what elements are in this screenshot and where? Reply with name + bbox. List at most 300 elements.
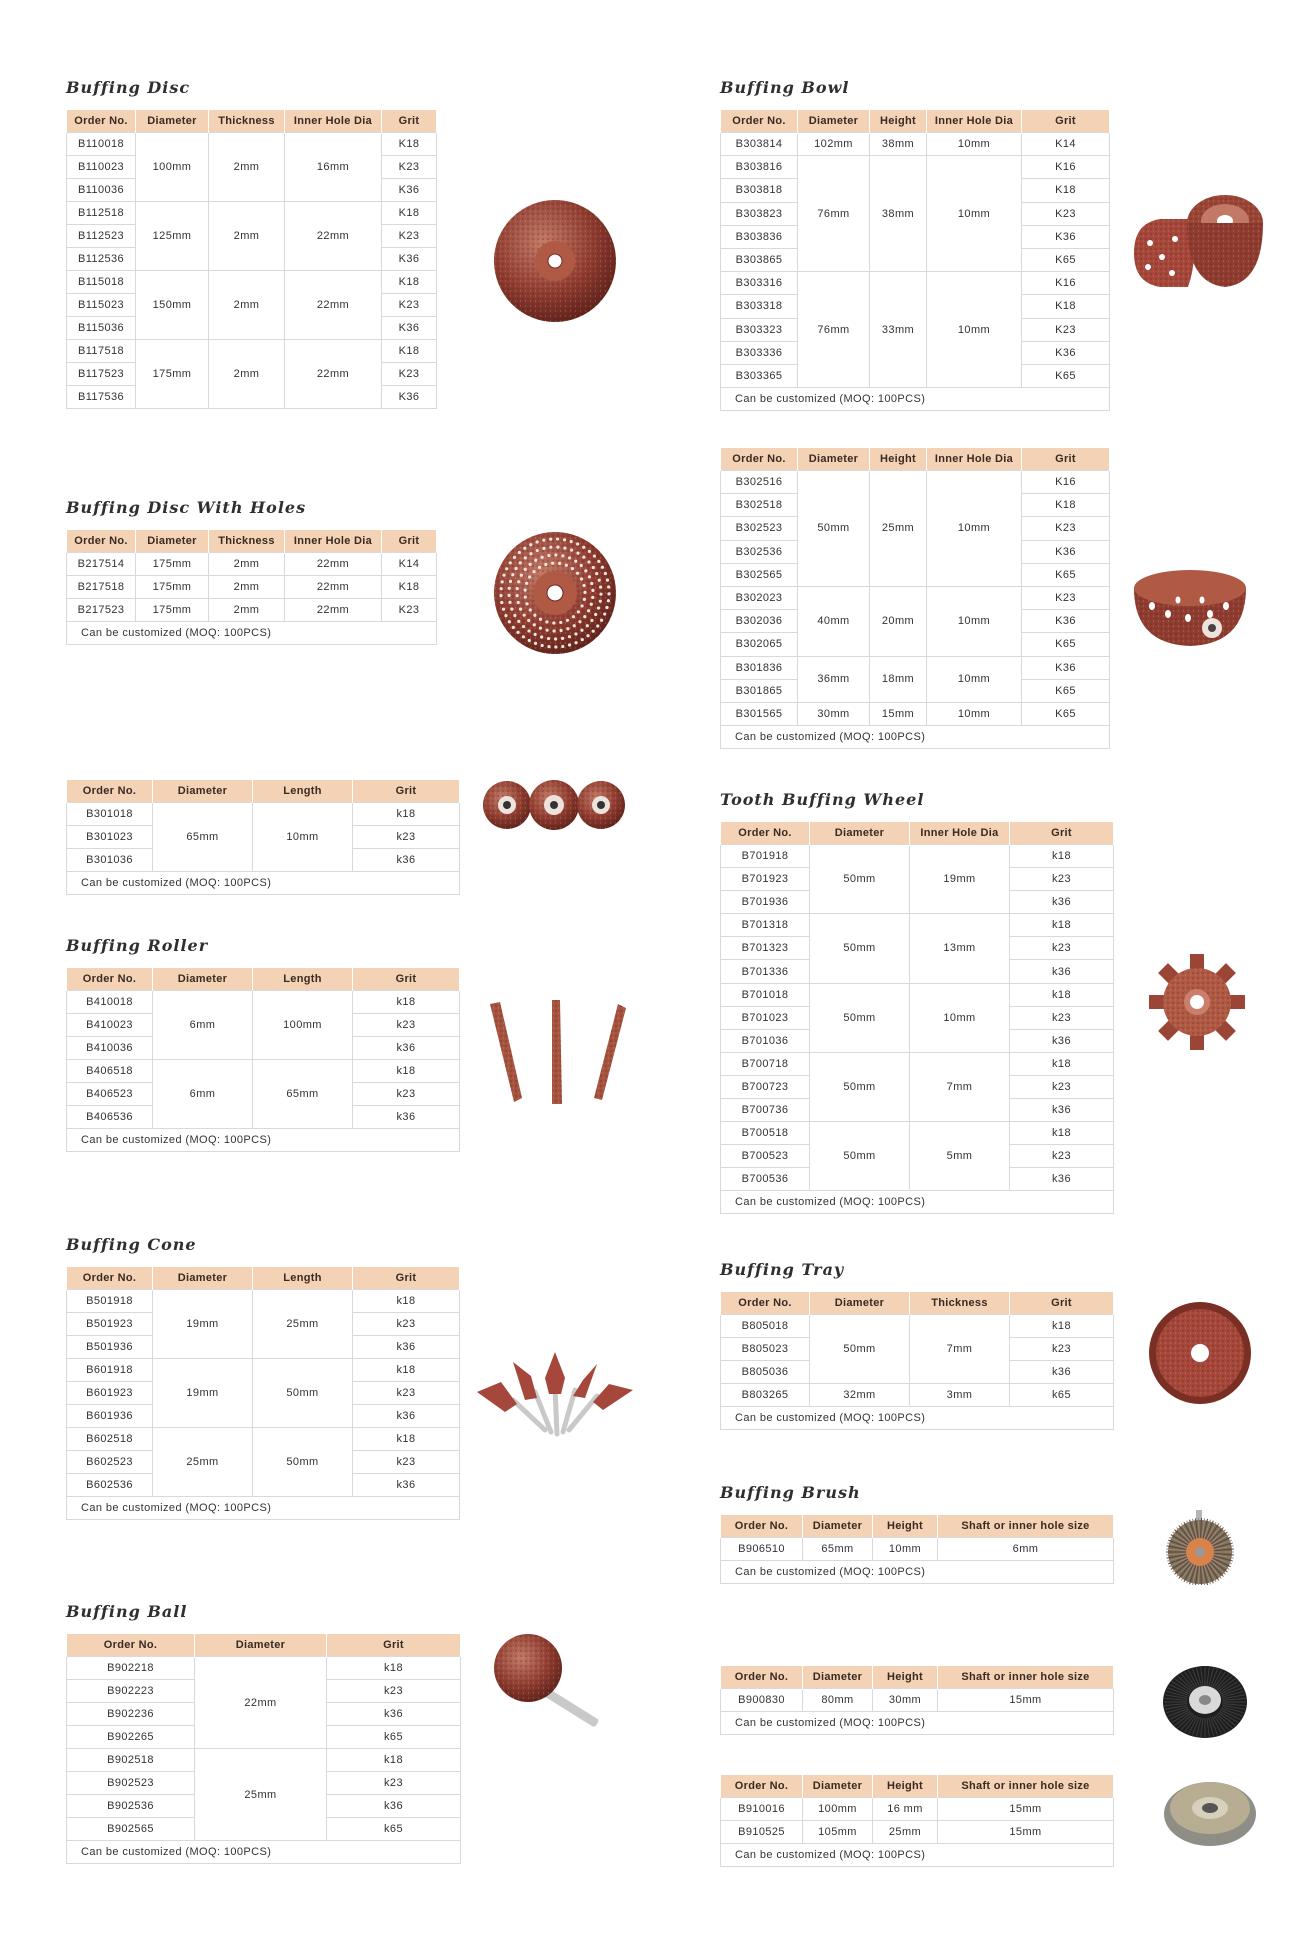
- note-row: [67, 622, 437, 645]
- spec-cell: 50mm: [253, 1359, 353, 1428]
- column-header: Order No.: [721, 110, 798, 133]
- order-no-cell: B902236: [67, 1703, 195, 1726]
- grit-cell: k23: [1010, 868, 1114, 891]
- grit-cell: K36: [382, 248, 437, 271]
- column-header: Diameter: [803, 1515, 873, 1538]
- order-no-cell: B701323: [721, 937, 810, 960]
- grit-cell: K14: [1022, 133, 1110, 156]
- grit-cell: k36: [327, 1703, 461, 1726]
- grit-cell: k23: [327, 1680, 461, 1703]
- note-row: [721, 388, 1110, 411]
- grit-cell: k36: [353, 849, 460, 872]
- order-no-cell: B406518: [67, 1060, 153, 1083]
- table-row: [721, 471, 1110, 494]
- note-row: [721, 1191, 1114, 1214]
- spec-cell: 10mm: [927, 272, 1022, 388]
- order-no-cell: B900830: [721, 1689, 803, 1712]
- grit-cell: K23: [382, 363, 437, 386]
- order-no-cell: B110018: [67, 133, 136, 156]
- column-header: Grit: [353, 780, 460, 803]
- spec-cell: 40mm: [798, 586, 870, 656]
- grit-cell: K36: [382, 179, 437, 202]
- table-header-row: [67, 110, 437, 133]
- order-no-cell: B217514: [67, 553, 136, 576]
- spec-cell: 30mm: [873, 1689, 938, 1712]
- table-header-row: [721, 1292, 1114, 1315]
- table-header-row: [67, 530, 437, 553]
- spec-table: [720, 1666, 1114, 1735]
- column-header: Order No.: [721, 1515, 803, 1538]
- table-row: [67, 202, 437, 225]
- spec-cell: 16mm: [285, 133, 382, 202]
- table-row: [67, 991, 460, 1014]
- order-no-cell: B110036: [67, 179, 136, 202]
- tooth-buffing-wheel-icon: [1142, 952, 1252, 1052]
- spec-cell: 2mm: [209, 576, 285, 599]
- spec-cell: 50mm: [810, 1122, 910, 1191]
- table-row: [721, 845, 1114, 868]
- order-no-cell: B115018: [67, 271, 136, 294]
- table-row: [67, 1359, 460, 1382]
- order-no-cell: B302065: [721, 633, 798, 656]
- column-header: Length: [253, 1267, 353, 1290]
- order-no-cell: B410023: [67, 1014, 153, 1037]
- grit-cell: k18: [353, 1359, 460, 1382]
- spec-cell: 80mm: [803, 1689, 873, 1712]
- table-row: [67, 133, 437, 156]
- column-header: Diameter: [195, 1634, 327, 1657]
- order-no-cell: B902523: [67, 1772, 195, 1795]
- order-no-cell: B302523: [721, 517, 798, 540]
- customization-note: Can be customized (MOQ: 100PCS): [721, 1844, 1114, 1867]
- grit-cell: K65: [1022, 563, 1110, 586]
- order-no-cell: B910525: [721, 1821, 803, 1844]
- column-header: Diameter: [153, 968, 253, 991]
- column-header: Order No.: [721, 1666, 803, 1689]
- order-no-cell: B303823: [721, 202, 798, 225]
- spec-cell: 30mm: [798, 702, 870, 725]
- column-header: Diameter: [803, 1666, 873, 1689]
- column-header: Diameter: [810, 822, 910, 845]
- grit-cell: k23: [353, 1083, 460, 1106]
- order-no-cell: B112536: [67, 248, 136, 271]
- table-row: [721, 156, 1110, 179]
- buffing-roller-icon: [480, 1000, 630, 1110]
- grit-cell: k36: [1010, 1361, 1114, 1384]
- buffing-tray-icon: [1147, 1300, 1253, 1406]
- order-no-cell: B805018: [721, 1315, 810, 1338]
- order-no-cell: B602518: [67, 1428, 153, 1451]
- spec-cell: 7mm: [910, 1315, 1010, 1384]
- grit-cell: K36: [1022, 341, 1110, 364]
- spec-cell: 50mm: [253, 1428, 353, 1497]
- order-no-cell: B117523: [67, 363, 136, 386]
- grit-cell: k36: [353, 1474, 460, 1497]
- spec-table: [66, 1634, 461, 1864]
- column-header: Order No.: [67, 110, 136, 133]
- order-no-cell: B302516: [721, 471, 798, 494]
- column-header: Grit: [1010, 822, 1114, 845]
- column-header: Grit: [1022, 110, 1110, 133]
- spec-table: [720, 448, 1110, 749]
- spec-cell: 76mm: [798, 156, 870, 272]
- spec-cell: 38mm: [870, 156, 927, 272]
- column-header: Shaft or inner hole size: [938, 1515, 1114, 1538]
- order-no-cell: B301865: [721, 679, 798, 702]
- column-header: Diameter: [810, 1292, 910, 1315]
- grit-cell: K23: [1022, 318, 1110, 341]
- table-row: [721, 1538, 1114, 1561]
- spec-cell: 2mm: [209, 599, 285, 622]
- customization-note: Can be customized (MOQ: 100PCS): [67, 1129, 460, 1152]
- buffing-wheels-trio-icon: [482, 775, 627, 835]
- grit-cell: k18: [327, 1657, 461, 1680]
- grit-cell: K18: [382, 271, 437, 294]
- note-row: [721, 1407, 1114, 1430]
- spec-cell: 6mm: [938, 1538, 1114, 1561]
- spec-cell: 25mm: [153, 1428, 253, 1497]
- order-no-cell: B902218: [67, 1657, 195, 1680]
- order-no-cell: B701036: [721, 1029, 810, 1052]
- steel-brush-wheel-icon: [1160, 1770, 1270, 1850]
- spec-cell: 10mm: [910, 983, 1010, 1052]
- column-header: Order No.: [67, 968, 153, 991]
- table-row: [721, 272, 1110, 295]
- order-no-cell: B700736: [721, 1099, 810, 1122]
- grit-cell: k23: [1010, 1145, 1114, 1168]
- spec-cell: 19mm: [910, 845, 1010, 914]
- table-row: [67, 340, 437, 363]
- customization-note: Can be customized (MOQ: 100PCS): [67, 622, 437, 645]
- customization-note: Can be customized (MOQ: 100PCS): [721, 1191, 1114, 1214]
- order-no-cell: B302565: [721, 563, 798, 586]
- spec-cell: 10mm: [927, 702, 1022, 725]
- column-header: Order No.: [721, 1775, 803, 1798]
- spec-cell: 10mm: [927, 586, 1022, 656]
- grit-cell: K23: [1022, 586, 1110, 609]
- column-header: Inner Hole Dia: [927, 448, 1022, 471]
- grit-cell: K23: [1022, 202, 1110, 225]
- spec-cell: 22mm: [285, 576, 382, 599]
- spec-cell: 50mm: [798, 471, 870, 587]
- spec-cell: 175mm: [136, 553, 209, 576]
- order-no-cell: B805036: [721, 1361, 810, 1384]
- order-no-cell: B303836: [721, 225, 798, 248]
- spec-cell: 125mm: [136, 202, 209, 271]
- table-row: [721, 914, 1114, 937]
- spec-cell: 19mm: [153, 1359, 253, 1428]
- order-no-cell: B700523: [721, 1145, 810, 1168]
- spec-cell: 175mm: [136, 576, 209, 599]
- buffing-ball-icon: [490, 1625, 620, 1735]
- spec-cell: 50mm: [810, 914, 910, 983]
- grit-cell: k23: [1010, 1075, 1114, 1098]
- grit-cell: K23: [382, 156, 437, 179]
- column-header: Diameter: [153, 780, 253, 803]
- spec-cell: 10mm: [927, 656, 1022, 702]
- order-no-cell: B701923: [721, 868, 810, 891]
- grit-cell: k36: [1010, 1029, 1114, 1052]
- grit-cell: k23: [353, 1313, 460, 1336]
- note-row: [67, 1841, 461, 1864]
- order-no-cell: B303814: [721, 133, 798, 156]
- grit-cell: k18: [1010, 1122, 1114, 1145]
- order-no-cell: B117536: [67, 386, 136, 409]
- order-no-cell: B115036: [67, 317, 136, 340]
- table-header-row: [721, 822, 1114, 845]
- column-header: Diameter: [136, 110, 209, 133]
- table-header-row: [721, 448, 1110, 471]
- grit-cell: K36: [382, 386, 437, 409]
- order-no-cell: B302518: [721, 494, 798, 517]
- spec-cell: 16 mm: [873, 1798, 938, 1821]
- grit-cell: k18: [353, 1428, 460, 1451]
- spec-cell: 18mm: [870, 656, 927, 702]
- column-header: Diameter: [153, 1267, 253, 1290]
- order-no-cell: B602523: [67, 1451, 153, 1474]
- column-header: Diameter: [798, 110, 870, 133]
- column-header: Inner Hole Dia: [285, 110, 382, 133]
- column-header: Height: [873, 1666, 938, 1689]
- spec-cell: 50mm: [810, 1052, 910, 1121]
- table-row: [721, 1384, 1114, 1407]
- grit-cell: k36: [353, 1336, 460, 1359]
- table-row: [721, 133, 1110, 156]
- grit-cell: k18: [353, 991, 460, 1014]
- grit-cell: k65: [327, 1818, 461, 1841]
- grit-cell: K18: [382, 576, 437, 599]
- grit-cell: k23: [353, 826, 460, 849]
- customization-note: Can be customized (MOQ: 100PCS): [721, 726, 1110, 749]
- spec-cell: 10mm: [927, 471, 1022, 587]
- spec-cell: 5mm: [910, 1122, 1010, 1191]
- grit-cell: K16: [1022, 272, 1110, 295]
- order-no-cell: B410036: [67, 1037, 153, 1060]
- buffing-bowl-icon: [1130, 193, 1265, 293]
- column-header: Grit: [382, 110, 437, 133]
- customization-note: Can be customized (MOQ: 100PCS): [67, 872, 460, 895]
- grit-cell: K23: [382, 225, 437, 248]
- order-no-cell: B406536: [67, 1106, 153, 1129]
- grit-cell: k18: [1010, 983, 1114, 1006]
- grit-cell: K36: [382, 317, 437, 340]
- column-header: Diameter: [803, 1775, 873, 1798]
- spec-cell: 50mm: [810, 845, 910, 914]
- order-no-cell: B112523: [67, 225, 136, 248]
- spec-cell: 100mm: [253, 991, 353, 1060]
- grit-cell: K18: [382, 202, 437, 225]
- order-no-cell: B303816: [721, 156, 798, 179]
- spec-cell: 175mm: [136, 599, 209, 622]
- spec-cell: 2mm: [209, 202, 285, 271]
- spec-cell: 65mm: [253, 1060, 353, 1129]
- spec-cell: 25mm: [253, 1290, 353, 1359]
- spec-cell: 33mm: [870, 272, 927, 388]
- spec-cell: 65mm: [803, 1538, 873, 1561]
- grit-cell: k18: [1010, 914, 1114, 937]
- order-no-cell: B601918: [67, 1359, 153, 1382]
- grit-cell: K14: [382, 553, 437, 576]
- order-no-cell: B303818: [721, 179, 798, 202]
- spec-cell: 22mm: [285, 271, 382, 340]
- column-header: Height: [870, 110, 927, 133]
- grit-cell: K65: [1022, 364, 1110, 387]
- order-no-cell: B700518: [721, 1122, 810, 1145]
- spec-table: [66, 530, 437, 645]
- spec-cell: 22mm: [285, 202, 382, 271]
- order-no-cell: B217523: [67, 599, 136, 622]
- column-header: Grit: [327, 1634, 461, 1657]
- grit-cell: K23: [382, 599, 437, 622]
- spec-table: [720, 1515, 1114, 1584]
- order-no-cell: B803265: [721, 1384, 810, 1407]
- column-header: Order No.: [67, 1634, 195, 1657]
- order-no-cell: B501936: [67, 1336, 153, 1359]
- order-no-cell: B301836: [721, 656, 798, 679]
- spec-cell: 22mm: [195, 1657, 327, 1749]
- grit-cell: k23: [1010, 1006, 1114, 1029]
- grit-cell: k23: [1010, 1338, 1114, 1361]
- grit-cell: K16: [1022, 471, 1110, 494]
- spec-cell: 2mm: [209, 133, 285, 202]
- buffing-disc-icon: [492, 198, 618, 324]
- column-header: Length: [253, 968, 353, 991]
- grit-cell: K65: [1022, 702, 1110, 725]
- order-no-cell: B117518: [67, 340, 136, 363]
- order-no-cell: B902536: [67, 1795, 195, 1818]
- note-row: [67, 872, 460, 895]
- section-title: Buffing Roller: [66, 936, 209, 955]
- order-no-cell: B601936: [67, 1405, 153, 1428]
- section-title: Buffing Cone: [66, 1235, 197, 1254]
- order-no-cell: B902223: [67, 1680, 195, 1703]
- column-header: Order No.: [721, 1292, 810, 1315]
- grit-cell: K36: [1022, 225, 1110, 248]
- section-title: Buffing Disc: [66, 78, 191, 97]
- grit-cell: k36: [353, 1037, 460, 1060]
- grit-cell: k23: [353, 1451, 460, 1474]
- order-no-cell: B110023: [67, 156, 136, 179]
- customization-note: Can be customized (MOQ: 100PCS): [721, 1712, 1114, 1735]
- table-row: [67, 1428, 460, 1451]
- order-no-cell: B601923: [67, 1382, 153, 1405]
- table-header-row: [721, 1515, 1114, 1538]
- column-header: Height: [873, 1515, 938, 1538]
- grit-cell: K65: [1022, 248, 1110, 271]
- column-header: Inner Hole Dia: [927, 110, 1022, 133]
- customization-note: Can be customized (MOQ: 100PCS): [721, 1407, 1114, 1430]
- spec-cell: 15mm: [870, 702, 927, 725]
- table-header-row: [67, 780, 460, 803]
- column-header: Order No.: [67, 530, 136, 553]
- table-row: [721, 586, 1110, 609]
- grit-cell: K23: [382, 294, 437, 317]
- grit-cell: k36: [1010, 891, 1114, 914]
- table-row: [67, 1657, 461, 1680]
- order-no-cell: B701023: [721, 1006, 810, 1029]
- order-no-cell: B301036: [67, 849, 153, 872]
- table-header-row: [67, 968, 460, 991]
- grit-cell: k36: [1010, 1168, 1114, 1191]
- spec-cell: 36mm: [798, 656, 870, 702]
- spec-cell: 22mm: [285, 553, 382, 576]
- column-header: Height: [870, 448, 927, 471]
- spec-cell: 10mm: [927, 133, 1022, 156]
- spec-cell: 105mm: [803, 1821, 873, 1844]
- grit-cell: k65: [327, 1726, 461, 1749]
- spec-cell: 15mm: [938, 1689, 1114, 1712]
- column-header: Grit: [1022, 448, 1110, 471]
- grit-cell: k23: [327, 1772, 461, 1795]
- column-header: Inner Hole Dia: [285, 530, 382, 553]
- column-header: Grit: [382, 530, 437, 553]
- order-no-cell: B902265: [67, 1726, 195, 1749]
- order-no-cell: B701918: [721, 845, 810, 868]
- spec-cell: 2mm: [209, 340, 285, 409]
- order-no-cell: B906510: [721, 1538, 803, 1561]
- order-no-cell: B700723: [721, 1075, 810, 1098]
- order-no-cell: B301018: [67, 803, 153, 826]
- grit-cell: K16: [1022, 156, 1110, 179]
- order-no-cell: B701336: [721, 960, 810, 983]
- spec-cell: 102mm: [798, 133, 870, 156]
- grit-cell: K65: [1022, 633, 1110, 656]
- grit-cell: K36: [1022, 540, 1110, 563]
- spec-cell: 22mm: [285, 340, 382, 409]
- order-no-cell: B115023: [67, 294, 136, 317]
- column-header: Grit: [353, 968, 460, 991]
- grit-cell: k18: [1010, 1315, 1114, 1338]
- column-header: Grit: [1010, 1292, 1114, 1315]
- column-header: Thickness: [209, 110, 285, 133]
- spec-cell: 2mm: [209, 553, 285, 576]
- order-no-cell: B602536: [67, 1474, 153, 1497]
- customization-note: Can be customized (MOQ: 100PCS): [721, 1561, 1114, 1584]
- column-header: Diameter: [798, 448, 870, 471]
- spec-cell: 10mm: [927, 156, 1022, 272]
- order-no-cell: B700718: [721, 1052, 810, 1075]
- grit-cell: K36: [1022, 610, 1110, 633]
- table-header-row: [721, 110, 1110, 133]
- note-row: [721, 726, 1110, 749]
- grit-cell: K65: [1022, 679, 1110, 702]
- spec-cell: 10mm: [253, 803, 353, 872]
- grit-cell: K36: [1022, 656, 1110, 679]
- order-no-cell: B700536: [721, 1168, 810, 1191]
- spec-table: [720, 110, 1110, 411]
- grit-cell: k18: [1010, 1052, 1114, 1075]
- grit-cell: K18: [382, 133, 437, 156]
- spec-cell: 19mm: [153, 1290, 253, 1359]
- grit-cell: k36: [1010, 1099, 1114, 1122]
- buffing-cone-icon: [475, 1352, 635, 1437]
- spec-cell: 100mm: [136, 133, 209, 202]
- grit-cell: K18: [1022, 295, 1110, 318]
- spec-cell: 25mm: [870, 471, 927, 587]
- column-header: Order No.: [67, 780, 153, 803]
- order-no-cell: B410018: [67, 991, 153, 1014]
- grit-cell: k18: [353, 1060, 460, 1083]
- spec-table: [66, 780, 460, 895]
- spec-cell: 175mm: [136, 340, 209, 409]
- grit-cell: K18: [382, 340, 437, 363]
- column-header: Order No.: [67, 1267, 153, 1290]
- spec-table: [66, 110, 437, 409]
- wire-brush-wheel-icon: [1160, 1510, 1240, 1585]
- order-no-cell: B701018: [721, 983, 810, 1006]
- grit-cell: k18: [1010, 845, 1114, 868]
- table-row: [67, 1060, 460, 1083]
